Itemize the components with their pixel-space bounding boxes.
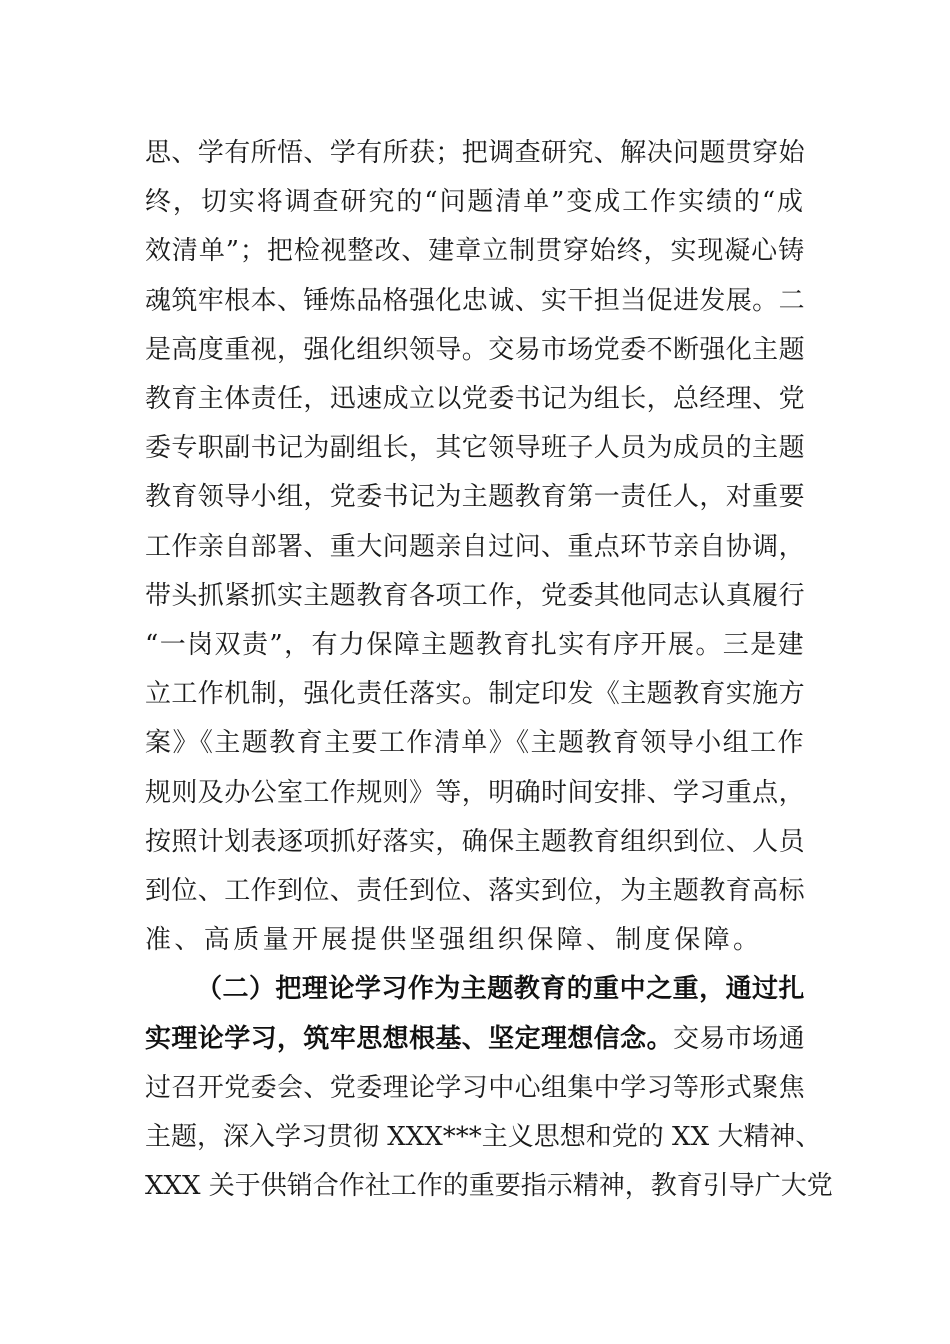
body-text: 终，切实将调查研究的“问题清单”变成工作实绩的“成	[145, 187, 805, 218]
body-text: 立工作机制，强化责任落实。制定印发《主题教育实施方	[145, 679, 805, 710]
body-text: 案》《主题教育主要工作清单》《主题教育领导小组工作	[145, 728, 805, 759]
body-text: 按照计划表逐项抓好落实，确保主题教育组织到位、人员	[145, 826, 805, 857]
text-line	[145, 530, 805, 564]
text-line	[145, 284, 805, 318]
body-text: 魂筑牢根本、锤炼品格强化忠诚、实干担当促进发展。二	[145, 285, 805, 316]
body-text: 主题，深入学习贯彻 XXX***主义思想和党的 XX 大精神、	[145, 1122, 822, 1152]
text-line	[145, 234, 805, 268]
text-line	[145, 579, 805, 613]
body-text: 准、高质量开展提供坚强组织保障、制度保障。	[145, 925, 763, 956]
text-line	[145, 1071, 805, 1105]
text-line	[145, 874, 805, 908]
text-line	[145, 825, 805, 859]
body-text: “一岗双责”，有力保障主题教育扎实有序开展。三是建	[145, 630, 805, 660]
body-text: 交易市场通	[672, 1023, 805, 1054]
body-text: 是高度重视，强化组织领导。交易市场党委不断强化主题	[145, 334, 805, 365]
body-text: 教育主体责任，迅速成立以党委书记为组长，总经理、党	[145, 384, 805, 414]
text-line	[145, 1169, 833, 1203]
body-text: 思、学有所悟、学有所获；把调查研究、解决问题贯穿始	[145, 138, 805, 168]
text-line	[145, 333, 805, 367]
body-text: 到位、工作到位、责任到位、落实到位，为主题教育高标	[145, 876, 805, 906]
body-text: 过召开党委会、党委理论学习中心组集中学习等形式聚焦	[145, 1072, 805, 1103]
text-line	[145, 480, 805, 514]
text-line	[145, 1022, 805, 1056]
body-text: XXX 关于供销合作社工作的重要指示精神，教育引导广大党	[145, 1171, 833, 1202]
body-text: 教育领导小组，党委书记为主题教育第一责任人，对重要	[145, 482, 805, 513]
text-line	[145, 1120, 821, 1154]
text-line	[145, 726, 805, 760]
text-line	[145, 923, 762, 957]
text-line	[145, 431, 805, 465]
body-text: 规则及办公室工作规则》等，明确时间安排、学习重点，	[145, 777, 805, 808]
bold-text: （二）把理论学习作为主题教育的重中之重，通过扎	[196, 974, 805, 1005]
body-text: 委专职副书记为副组长，其它领导班子人员为成员的主题	[145, 433, 805, 464]
body-text: 带头抓紧抓实主题教育各项工作，党委其他同志认真履行	[145, 580, 805, 611]
body-text: 工作亲自部署、重大问题亲自过问、重点环节亲自协调，	[145, 531, 805, 562]
text-line	[145, 677, 805, 711]
bold-text: 实理论学习，筑牢思想根基、坚定理想信念。	[145, 1023, 673, 1054]
text-line	[145, 628, 805, 662]
body-text: 效清单”；把检视整改、建章立制贯穿始终，实现凝心铸	[145, 236, 805, 267]
text-line	[145, 776, 805, 810]
text-line	[145, 185, 805, 219]
text-line	[145, 382, 805, 416]
text-line	[145, 136, 805, 170]
text-line	[196, 972, 805, 1006]
